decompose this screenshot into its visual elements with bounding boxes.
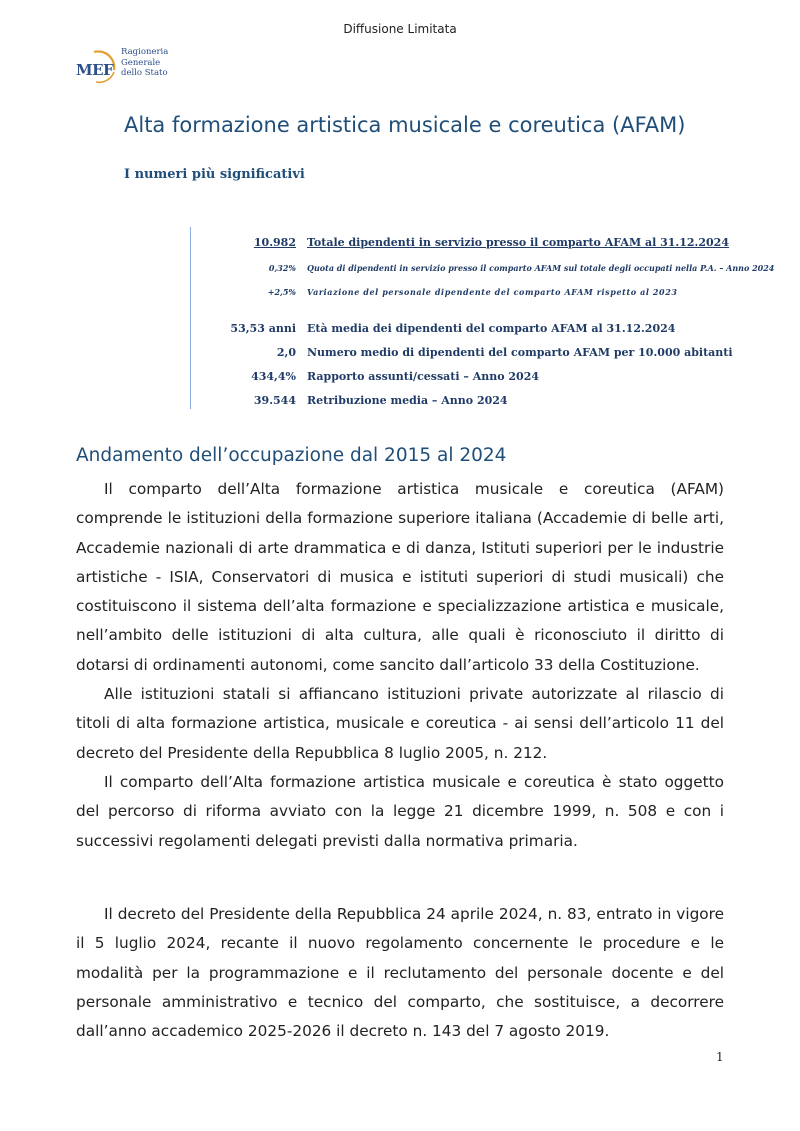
stat-value: 10.982	[253, 236, 296, 249]
stat-value: 2,0	[276, 346, 296, 359]
body-text	[76, 475, 724, 856]
logo-line: Generale	[121, 57, 161, 68]
stat-value: 0,32%	[268, 263, 296, 273]
body-text	[76, 900, 724, 1046]
logo-subtext	[121, 47, 168, 79]
logo-line: Ragioneria	[121, 47, 169, 57]
stat-value: +2,5%	[267, 287, 296, 297]
logo-mark	[74, 50, 120, 82]
stat-value: 53,53 anni	[230, 322, 296, 335]
stat-label: Quota di dipendenti in servizio presso il comparto AFAM sul totale degli occupati nella P.A. – Anno 2024	[307, 263, 775, 273]
header-classification: Diffusione Limitata	[343, 22, 457, 36]
logo-mef-text: MEF	[76, 61, 114, 79]
mef-logo	[74, 46, 174, 82]
page-title: Alta formazione artistica musicale e coreutica (AFAM)	[124, 113, 686, 137]
stat-label: Numero medio di dipendenti del comparto AFAM per 10.000 abitanti	[307, 346, 733, 359]
paragraph: Il comparto dell’Alta formazione artistica musicale e coreutica è stato oggetto del percorso di riforma avviato con la legge 21 dicembre 1999, n. 508 e con i successivi regolamenti delegati previsti dalla normativa primaria.	[76, 772, 724, 850]
paragraph: Il comparto dell’Alta formazione artistica musicale e coreutica (AFAM) comprende le istituzioni della formazione superiore italiana (Accademie di belle arti, Accademie nazionali di arte drammatica e di danza, Istituti superiori per le industrie artistiche - ISIA, Conservatori di musica e istituti superiori di studi musicali) che costituiscono il sistema dell’alta formazione e specializzazione artistica e musicale, nell’ambito delle istituzioni di alta cultura, alle quali è riconosciuto il diritto di dotarsi di ordinamenti autonomi, come sancito dall’articolo 33 della Costituzione.	[76, 480, 724, 674]
page-subtitle: I numeri più significativi	[124, 167, 305, 182]
stat-label: Rapporto assunti/cessati – Anno 2024	[307, 370, 540, 383]
stat-value: 434,4%	[251, 370, 296, 383]
stat-label: Età media dei dipendenti del comparto AFAM al 31.12.2024	[307, 322, 676, 335]
logo-line: dello Stato	[121, 68, 168, 78]
stat-label: Retribuzione media – Anno 2024	[307, 394, 508, 407]
stat-label: Variazione del personale dipendente del comparto AFAM rispetto al 2023	[307, 287, 678, 297]
stats-divider	[190, 227, 191, 409]
section-title: Andamento dell’occupazione dal 2015 al 2024	[76, 445, 507, 466]
page-number: 1	[716, 1050, 724, 1064]
stat-label: Totale dipendenti in servizio presso il comparto AFAM al 31.12.2024	[307, 236, 729, 249]
paragraph: Il decreto del Presidente della Repubblica 24 aprile 2024, n. 83, entrato in vigore il 5 luglio 2024, recante il nuovo regolamento concernente le procedure e le modalità per la programmazione e il reclutamento del personale docente e del personale amministrativo e tecnico del comparto, che sostituisce, a decorrere dall’anno accademico 2025-2026 il decreto n. 143 del 7 agosto 2019.	[76, 905, 724, 1041]
stat-value: 39.544	[253, 394, 296, 407]
paragraph: Alle istituzioni statali si affiancano istituzioni private autorizzate al rilascio di titoli di alta formazione artistica, musicale e coreutica - ai sensi dell’articolo 11 del decreto del Presidente della Repubblica 8 luglio 2005, n. 212.	[76, 685, 724, 762]
